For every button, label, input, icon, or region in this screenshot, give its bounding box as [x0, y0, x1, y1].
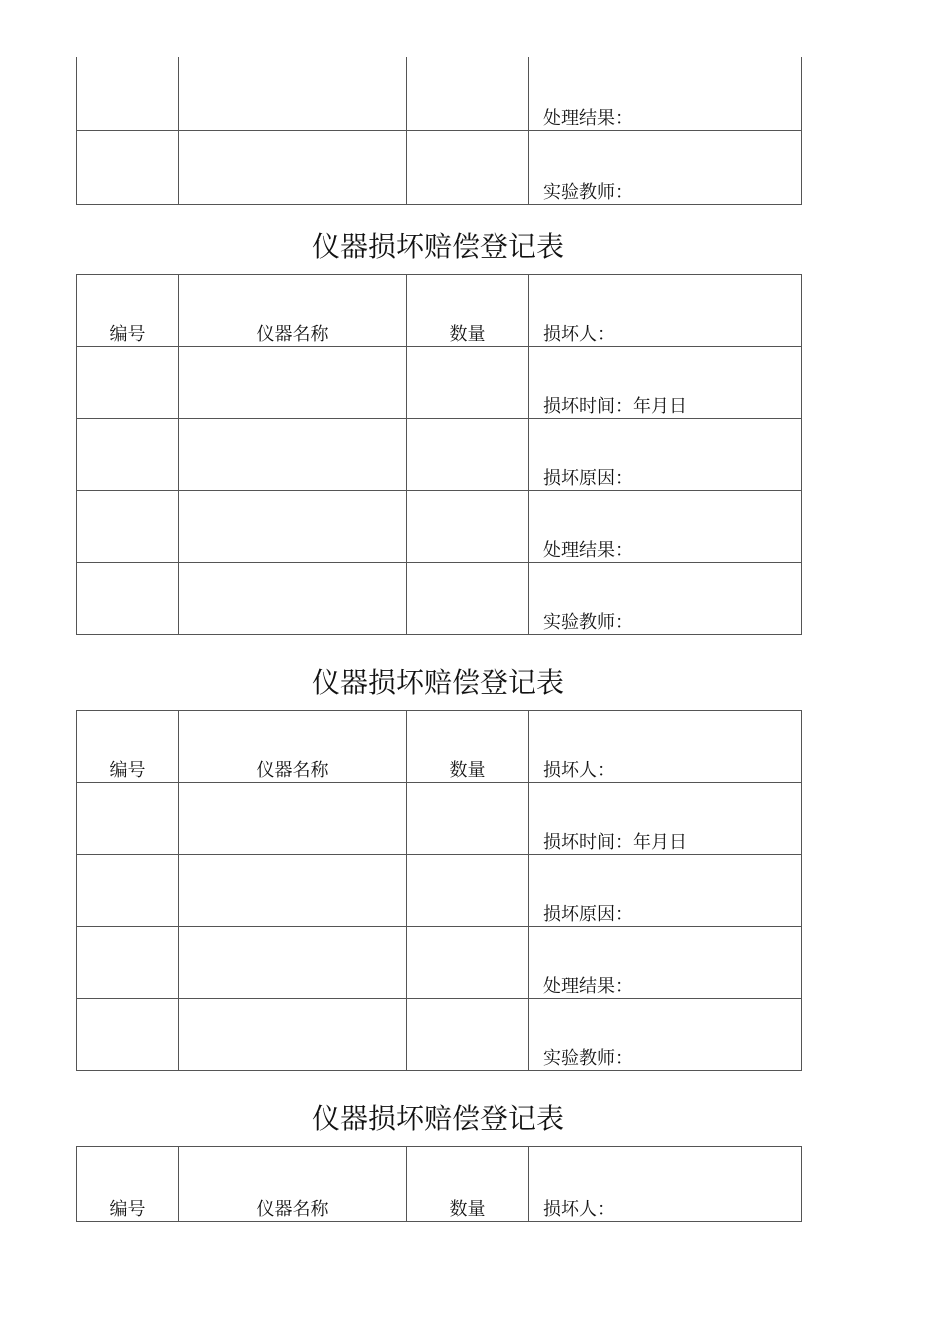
damaged-by-label: 损坏人：: [529, 1147, 802, 1222]
quantity-cell[interactable]: [407, 491, 529, 563]
form-title: 仪器损坏赔偿登记表: [311, 230, 564, 263]
damaged-by-label: 损坏人：: [529, 275, 802, 347]
quantity-cell[interactable]: [407, 130, 529, 204]
instrument-name-cell[interactable]: [179, 57, 407, 130]
number-header: 编号: [77, 1147, 179, 1222]
damage-time-label: 损坏时间：年月日: [529, 347, 802, 419]
form-title: 仪器损坏赔偿登记表: [311, 666, 564, 699]
instrument-name-cell[interactable]: [179, 563, 407, 635]
number-cell[interactable]: [77, 419, 179, 491]
instrument-name-cell[interactable]: [179, 855, 407, 927]
damaged-by-label: 损坏人：: [529, 711, 802, 783]
number-cell[interactable]: [77, 347, 179, 419]
instrument-name-cell[interactable]: [179, 347, 407, 419]
table-row: [77, 783, 802, 855]
header-row: [77, 711, 802, 783]
instrument-name-header: 仪器名称: [179, 711, 407, 783]
number-header: 编号: [77, 275, 179, 347]
table-row: [77, 491, 802, 563]
lab-teacher-label: 实验教师：: [529, 999, 802, 1071]
number-cell[interactable]: [77, 130, 179, 204]
number-cell[interactable]: [77, 783, 179, 855]
damage-time-label: 损坏时间：年月日: [529, 783, 802, 855]
register-table: [76, 274, 802, 635]
table-row: [77, 927, 802, 999]
continued-register-table: [76, 57, 802, 205]
quantity-cell[interactable]: [407, 57, 529, 130]
instrument-name-cell[interactable]: [179, 491, 407, 563]
table-row: [77, 57, 802, 130]
damage-reason-label: 损坏原因：: [529, 419, 802, 491]
number-cell[interactable]: [77, 999, 179, 1071]
table-row: [77, 999, 802, 1071]
table-row: [77, 130, 802, 204]
quantity-cell[interactable]: [407, 999, 529, 1071]
handling-result-label: 处理结果：: [529, 491, 802, 563]
table-row: [77, 419, 802, 491]
register-table: [76, 1146, 802, 1222]
quantity-header: 数量: [407, 1147, 529, 1222]
instrument-name-header: 仪器名称: [179, 1147, 407, 1222]
header-row: [77, 1147, 802, 1222]
number-cell[interactable]: [77, 57, 179, 130]
quantity-cell[interactable]: [407, 419, 529, 491]
instrument-name-cell[interactable]: [179, 999, 407, 1071]
table-row: [77, 347, 802, 419]
instrument-name-cell[interactable]: [179, 130, 407, 204]
lab-teacher-label: 实验教师：: [529, 563, 802, 635]
number-cell[interactable]: [77, 563, 179, 635]
number-cell[interactable]: [77, 491, 179, 563]
instrument-name-cell[interactable]: [179, 783, 407, 855]
form-title: 仪器损坏赔偿登记表: [311, 1102, 564, 1135]
number-cell[interactable]: [77, 927, 179, 999]
handling-result-label: 处理结果：: [529, 57, 802, 130]
register-table: [76, 710, 802, 1071]
quantity-header: 数量: [407, 711, 529, 783]
quantity-cell[interactable]: [407, 927, 529, 999]
handling-result-label: 处理结果：: [529, 927, 802, 999]
quantity-cell[interactable]: [407, 347, 529, 419]
instrument-name-cell[interactable]: [179, 419, 407, 491]
damage-reason-label: 损坏原因：: [529, 855, 802, 927]
quantity-cell[interactable]: [407, 783, 529, 855]
quantity-cell[interactable]: [407, 563, 529, 635]
lab-teacher-label: 实验教师：: [529, 130, 802, 204]
table-row: [77, 855, 802, 927]
header-row: [77, 275, 802, 347]
number-header: 编号: [77, 711, 179, 783]
quantity-cell[interactable]: [407, 855, 529, 927]
instrument-name-cell[interactable]: [179, 927, 407, 999]
quantity-header: 数量: [407, 275, 529, 347]
number-cell[interactable]: [77, 855, 179, 927]
table-row: [77, 563, 802, 635]
instrument-name-header: 仪器名称: [179, 275, 407, 347]
